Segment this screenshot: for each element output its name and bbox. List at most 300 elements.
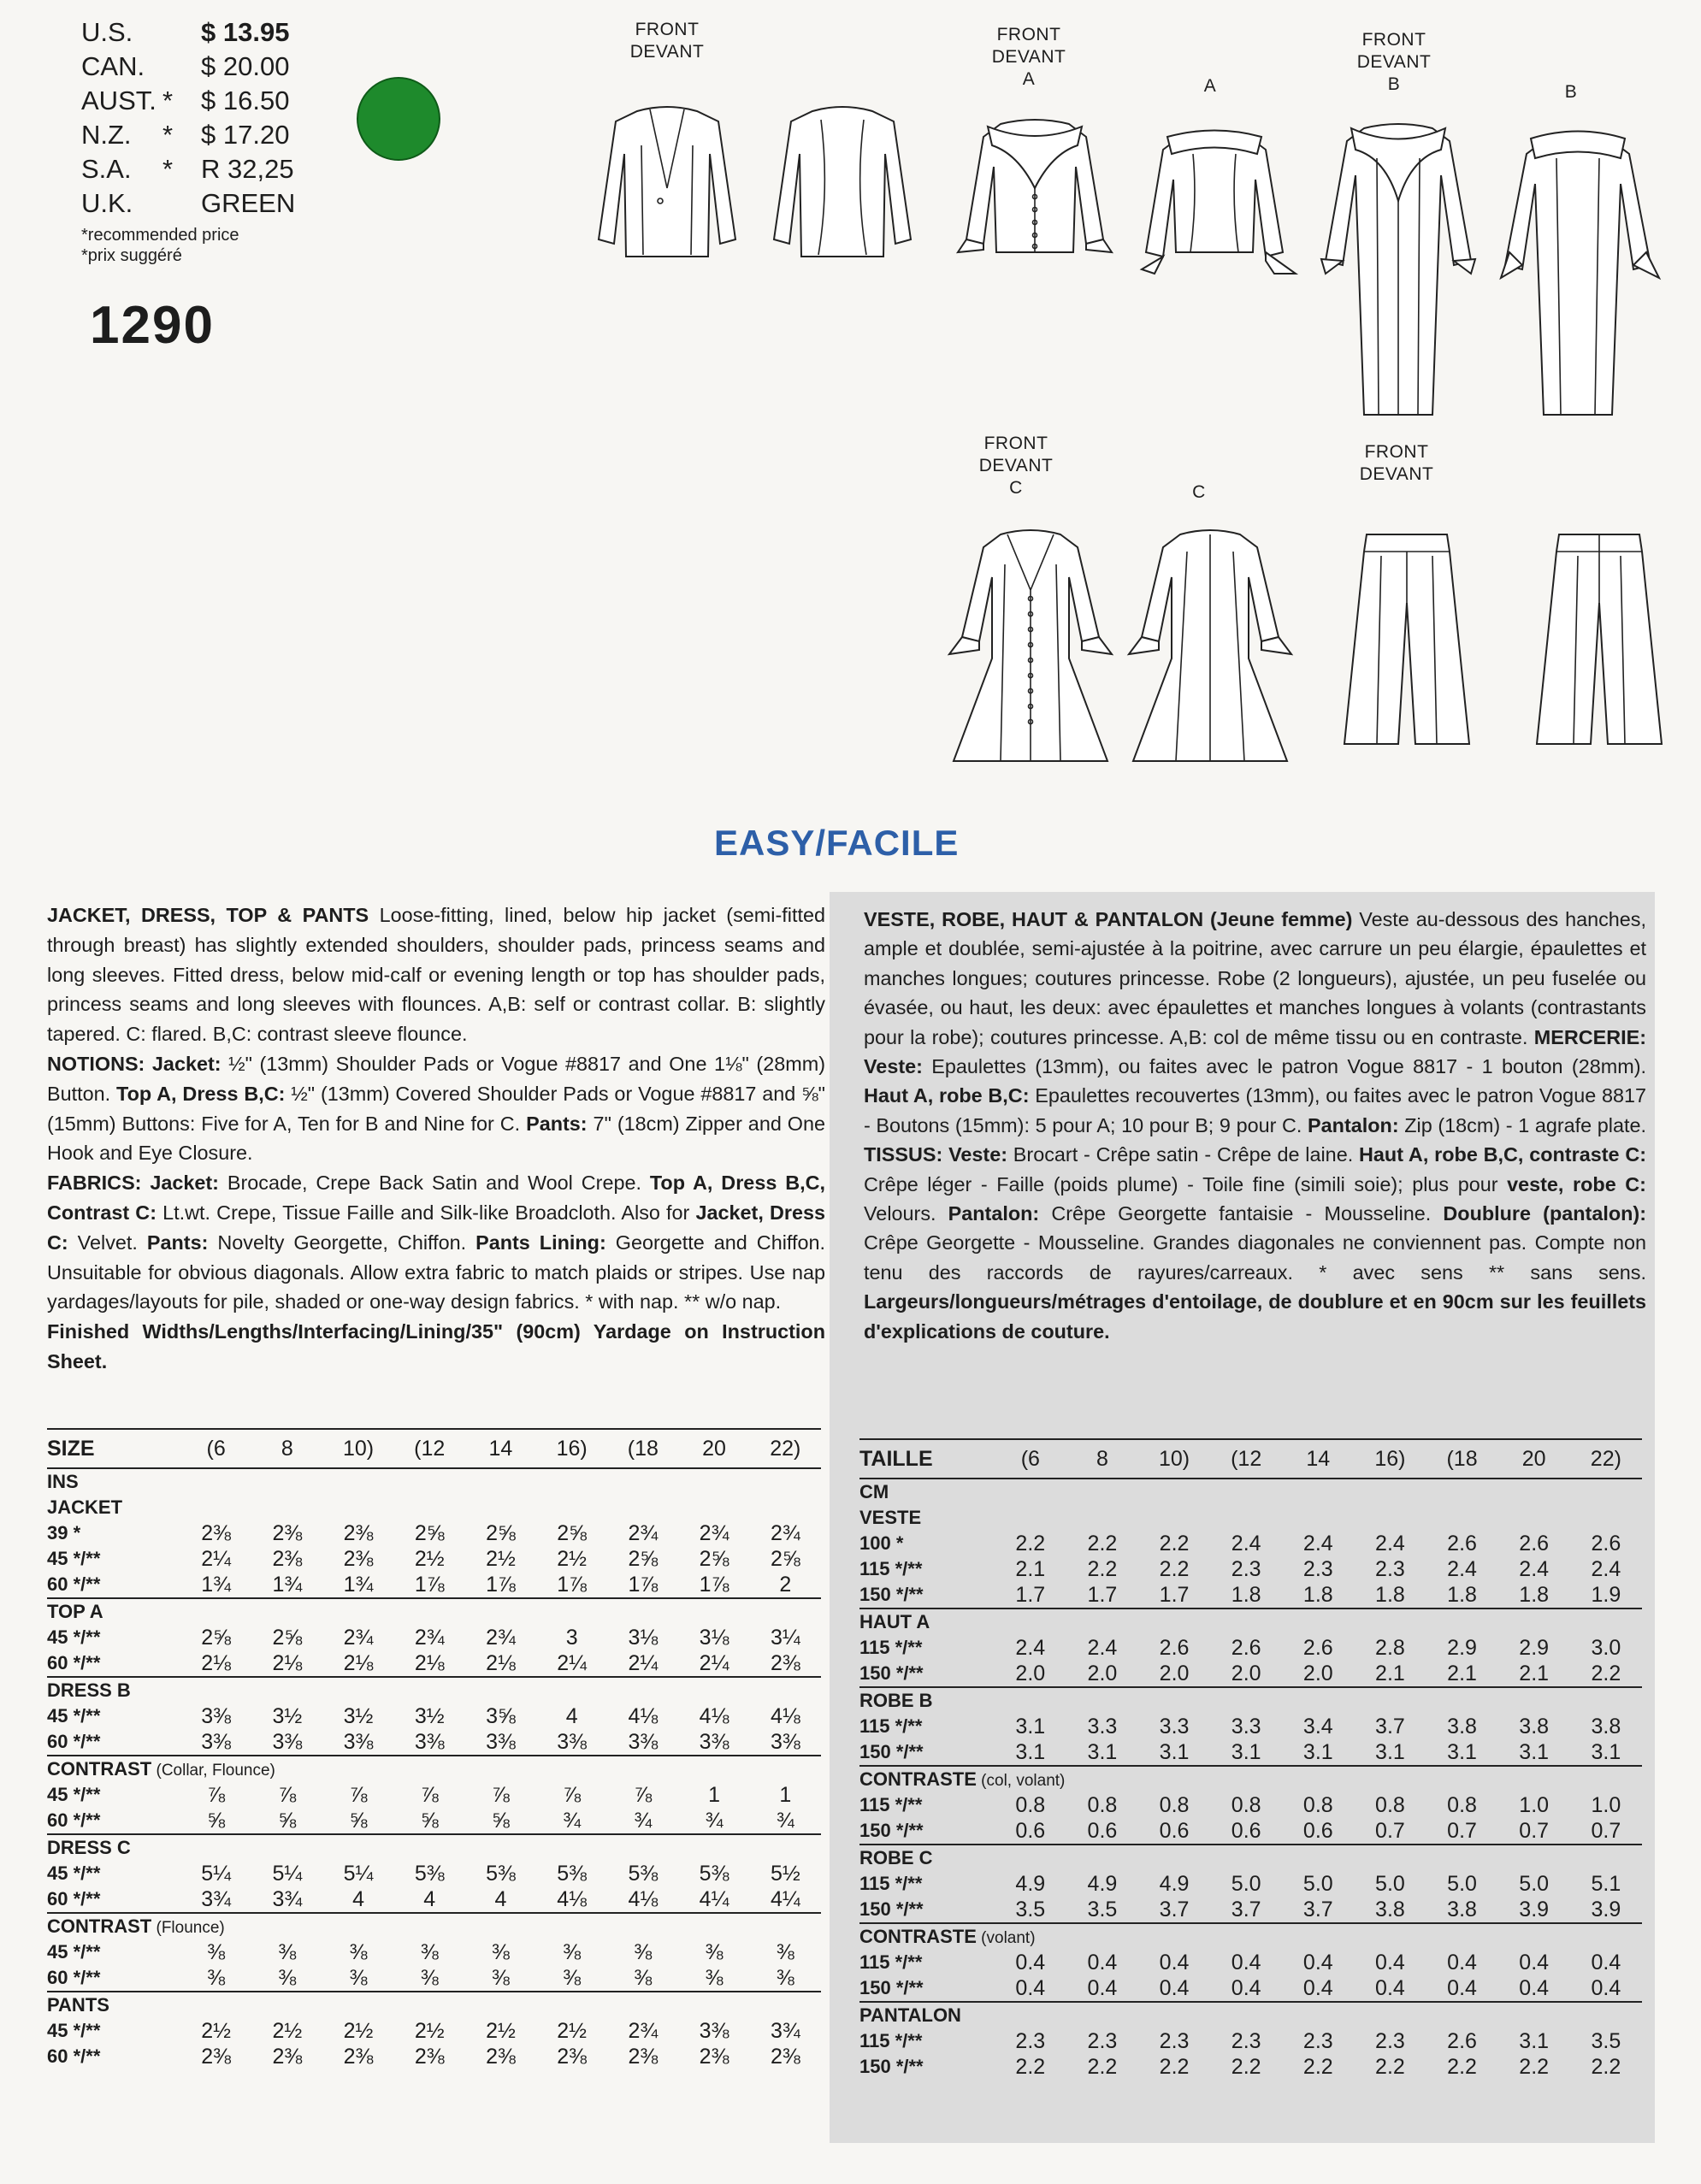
value-cell: 2.3 bbox=[1375, 2028, 1405, 2053]
value-cell: 2⅝ bbox=[272, 1625, 303, 1650]
table-row bbox=[859, 2028, 1642, 2054]
value-cell: 0.7 bbox=[1519, 1818, 1550, 1843]
value-cell: 0.8 bbox=[1302, 1792, 1333, 1817]
group-row bbox=[859, 1766, 1642, 1792]
value-cell: 4¼ bbox=[699, 1886, 729, 1911]
value-cell: 0.4 bbox=[1375, 1975, 1405, 2000]
table-row bbox=[859, 1818, 1642, 1845]
value-cell: 1.0 bbox=[1519, 1792, 1550, 1817]
group-label bbox=[859, 1608, 1642, 1635]
value-cell: 2.1 bbox=[1447, 1661, 1477, 1685]
value-cell: 2.2 bbox=[1302, 2054, 1333, 2079]
value-cell: 1.7 bbox=[1159, 1582, 1190, 1607]
value-cell: ⅞ bbox=[492, 1782, 510, 1807]
value-cell: 2¾ bbox=[628, 2018, 659, 2043]
value-cell: ⅜ bbox=[776, 1939, 794, 1964]
value-cell: 3.1 bbox=[1015, 1739, 1046, 1764]
group-name: CONTRASTE bbox=[859, 1926, 977, 1947]
value-cell: ⅜ bbox=[634, 1939, 653, 1964]
table-row bbox=[47, 1703, 821, 1729]
value-cell: ⅞ bbox=[563, 1782, 582, 1807]
fr-text-tissus-b: Crêpe léger - Faille (poids plume) - Toile fine (simili soie); plus pour bbox=[864, 1172, 1508, 1195]
value-cell: ⅜ bbox=[278, 1965, 297, 1990]
en-heading-fabrics-c: Jacket, Dress C: bbox=[47, 1201, 825, 1254]
group-row bbox=[859, 1923, 1642, 1950]
table-row bbox=[859, 1714, 1642, 1739]
value-cell: 2⅝ bbox=[486, 1520, 516, 1545]
group-name: JACKET bbox=[47, 1496, 123, 1518]
value-cell: 1.8 bbox=[1447, 1582, 1477, 1607]
easy-facile-title: EASY/FACILE bbox=[714, 823, 960, 863]
table-row bbox=[859, 1792, 1642, 1818]
value-cell: 0.7 bbox=[1447, 1818, 1477, 1843]
value-cell: ⅞ bbox=[349, 1782, 368, 1807]
value-cell: 2.1 bbox=[1519, 1661, 1550, 1685]
value-cell: 3¼ bbox=[770, 1625, 800, 1650]
value-cell: ⅝ bbox=[492, 1808, 510, 1833]
value-cell: 2.2 bbox=[1015, 1531, 1046, 1555]
value-cell: ⅜ bbox=[705, 1939, 724, 1964]
group-label bbox=[859, 1923, 1642, 1950]
value-cell: 0.4 bbox=[1519, 1950, 1550, 1974]
label-dress-b-back: B bbox=[1564, 82, 1578, 102]
price-value: R 32,25 bbox=[201, 154, 294, 184]
en-heading-notions-b: Top A, Dress B,C: bbox=[116, 1082, 286, 1105]
value-cell: 2⅜ bbox=[201, 1520, 232, 1545]
value-cell: ⅜ bbox=[349, 1939, 368, 1964]
value-cell: 2.3 bbox=[1231, 2028, 1261, 2053]
table-row bbox=[47, 1650, 821, 1677]
price-value: GREEN bbox=[201, 188, 296, 218]
fr-heading-mercerie-c: Pantalon: bbox=[1308, 1113, 1399, 1136]
pattern-number: 1290 bbox=[90, 296, 215, 355]
group-name: ROBE C bbox=[859, 1847, 933, 1868]
value-cell: 1.8 bbox=[1519, 1582, 1550, 1607]
value-cell: 2⅝ bbox=[201, 1625, 232, 1650]
value-cell: 3⅜ bbox=[486, 1729, 516, 1754]
value-cell: 3.1 bbox=[1519, 1739, 1550, 1764]
value-cell: 2.9 bbox=[1447, 1635, 1477, 1660]
value-cell: ⅞ bbox=[634, 1782, 653, 1807]
value-cell: 0.6 bbox=[1302, 1818, 1333, 1843]
table-row bbox=[859, 1739, 1642, 1766]
row-label: 100 * bbox=[859, 1532, 904, 1554]
value-cell: 0.7 bbox=[1375, 1818, 1405, 1843]
value-cell: 3.8 bbox=[1519, 1714, 1550, 1738]
value-cell: 5⅜ bbox=[628, 1861, 659, 1886]
group-label bbox=[859, 2002, 1642, 2028]
value-cell: 2¾ bbox=[699, 1520, 729, 1545]
value-cell: 0.8 bbox=[1087, 1792, 1118, 1817]
value-cell: 4 bbox=[423, 1886, 436, 1911]
size-header-cell: (12 bbox=[394, 1429, 465, 1468]
table-row bbox=[859, 1950, 1642, 1975]
row-label: 60 */** bbox=[47, 1967, 101, 1988]
fr-heading-mercerie: MERCERIE: Veste: bbox=[864, 1025, 1646, 1078]
en-finished-widths-note: Finished Widths/Lengths/Interfacing/Lining/35" (90cm) Yardage on Instruction Sheet. bbox=[47, 1320, 825, 1372]
table-row bbox=[859, 1556, 1642, 1582]
group-row bbox=[47, 1677, 821, 1703]
row-label: 45 */** bbox=[47, 1941, 101, 1963]
row-label: 60 */** bbox=[47, 1652, 101, 1673]
price-row bbox=[81, 17, 304, 51]
group-name: DRESS C bbox=[47, 1837, 131, 1858]
value-cell: 0.6 bbox=[1087, 1818, 1118, 1843]
row-label: 150 */** bbox=[859, 1584, 924, 1605]
price-row bbox=[81, 51, 304, 86]
fr-text-mercerie-c: Zip (18cm) - 1 agrafe plate. bbox=[1398, 1113, 1647, 1136]
value-cell: 2½ bbox=[557, 2018, 588, 2043]
value-cell: ⅜ bbox=[420, 1939, 439, 1964]
group-name: HAUT A bbox=[859, 1611, 930, 1632]
value-cell: 0.4 bbox=[1159, 1975, 1190, 2000]
fr-heading-mercerie-b: Haut A, robe B,C: bbox=[864, 1084, 1030, 1107]
unit-row bbox=[47, 1468, 821, 1495]
value-cell: 0.4 bbox=[1087, 1950, 1118, 1974]
value-cell: 5.0 bbox=[1519, 1871, 1550, 1896]
label-top-a-back: A bbox=[1203, 76, 1217, 96]
table-row bbox=[47, 1939, 821, 1965]
green-price-dot bbox=[357, 77, 440, 161]
value-cell: 3⅜ bbox=[414, 1729, 445, 1754]
value-cell: 2.2 bbox=[1591, 2054, 1621, 2079]
value-cell: 3¾ bbox=[770, 2018, 800, 2043]
group-label bbox=[47, 1834, 821, 1861]
group-label bbox=[47, 1598, 821, 1625]
en-text-fabrics: Brocade, Crepe Back Satin and Wool Crepe. bbox=[218, 1172, 650, 1195]
value-cell: 3⅛ bbox=[628, 1625, 659, 1650]
value-cell: 2⅜ bbox=[272, 1520, 303, 1545]
value-cell: 0.6 bbox=[1231, 1818, 1261, 1843]
value-cell: 4.9 bbox=[1015, 1871, 1046, 1896]
value-cell: 2⅝ bbox=[414, 1520, 445, 1545]
size-header-cell: (6 bbox=[180, 1429, 251, 1468]
price-row bbox=[81, 154, 304, 188]
row-label: 115 */** bbox=[859, 1558, 923, 1579]
value-cell: 2⅛ bbox=[272, 1650, 303, 1675]
en-heading-notions: NOTIONS: Jacket: bbox=[47, 1052, 221, 1075]
value-cell: 3.3 bbox=[1159, 1714, 1190, 1738]
value-cell: 4.9 bbox=[1159, 1871, 1190, 1896]
value-cell: ⅞ bbox=[420, 1782, 439, 1807]
group-row bbox=[859, 1845, 1642, 1871]
value-cell: 2.2 bbox=[1087, 1556, 1118, 1581]
size-header-cell: 16) bbox=[1354, 1439, 1426, 1479]
price-row bbox=[81, 188, 304, 222]
value-cell: 2¾ bbox=[486, 1625, 516, 1650]
row-label: 115 */** bbox=[859, 1715, 923, 1737]
fr-text-tissus: Brocart - Crêpe satin - Crêpe de laine. bbox=[1007, 1143, 1360, 1166]
group-row bbox=[47, 1756, 821, 1782]
value-cell: 5¼ bbox=[272, 1861, 303, 1886]
value-cell: 5¼ bbox=[343, 1861, 374, 1886]
row-label: 45 */** bbox=[47, 1548, 101, 1569]
table-row bbox=[859, 1975, 1642, 2002]
value-cell: 5⅜ bbox=[557, 1861, 588, 1886]
size-label: TAILLE bbox=[859, 1439, 995, 1479]
table-header-row bbox=[859, 1439, 1642, 1479]
row-label: 150 */** bbox=[859, 1741, 924, 1762]
value-cell: 3⅜ bbox=[699, 1729, 729, 1754]
table-header-row bbox=[47, 1429, 821, 1468]
row-label: 115 */** bbox=[859, 1637, 923, 1658]
en-heading-notions-c: Pants: bbox=[526, 1112, 588, 1135]
value-cell: 2.6 bbox=[1447, 2028, 1477, 2053]
value-cell: 2.2 bbox=[1231, 2054, 1261, 2079]
table-row bbox=[47, 1965, 821, 1992]
value-cell: 1 bbox=[779, 1782, 792, 1807]
table-row bbox=[47, 1886, 821, 1913]
price-value: $ 13.95 bbox=[201, 17, 290, 47]
fr-largeurs-note: Largeurs/longueurs/métrages d'entoilage, de doublure et en 90cm sur les feuillets d'explications de couture. bbox=[864, 1290, 1646, 1343]
value-cell: 3.1 bbox=[1087, 1739, 1118, 1764]
price-country: U.S. bbox=[81, 17, 133, 47]
row-label: 45 */** bbox=[47, 2020, 101, 2041]
value-cell: 2.0 bbox=[1159, 1661, 1190, 1685]
value-cell: 2¾ bbox=[414, 1625, 445, 1650]
row-label: 39 * bbox=[47, 1522, 81, 1544]
unit-row bbox=[859, 1479, 1642, 1505]
en-text-fabrics-b: Lt.wt. Crepe, Tissue Faille and Silk-like Broadcloth. Also for bbox=[157, 1201, 696, 1224]
label-dress-c-front: FRONT DEVANT C bbox=[978, 434, 1054, 498]
size-header-cell: (12 bbox=[1210, 1439, 1282, 1479]
group-name: ROBE B bbox=[859, 1690, 933, 1711]
value-cell: 3.1 bbox=[1519, 2028, 1550, 2053]
en-text-notions: ½" (13mm) Shoulder Pads or Vogue #8817 and One 1⅛" (28mm) Button. bbox=[47, 1052, 825, 1105]
value-cell: 4⅛ bbox=[628, 1886, 659, 1911]
value-cell: 2.4 bbox=[1087, 1635, 1118, 1660]
table-row bbox=[47, 1808, 821, 1834]
en-heading-main: JACKET, DRESS, TOP & PANTS bbox=[47, 904, 369, 926]
value-cell: 2.6 bbox=[1159, 1635, 1190, 1660]
group-name: VESTE bbox=[859, 1507, 922, 1528]
row-label: 115 */** bbox=[859, 1873, 923, 1894]
value-cell: 1.0 bbox=[1591, 1792, 1621, 1817]
value-cell: 2¾ bbox=[628, 1520, 659, 1545]
value-cell: 3⅜ bbox=[272, 1729, 303, 1754]
label-dress-b-front: FRONT DEVANT B bbox=[1356, 30, 1432, 94]
value-cell: ⅜ bbox=[563, 1939, 582, 1964]
value-cell: 3⅜ bbox=[628, 1729, 659, 1754]
value-cell: 5⅜ bbox=[414, 1861, 445, 1886]
fr-heading-tissus-b: Haut A, robe B,C, contraste C: bbox=[1359, 1143, 1647, 1166]
value-cell: 2.1 bbox=[1375, 1661, 1405, 1685]
size-header-cell: 14 bbox=[1282, 1439, 1354, 1479]
table-row bbox=[859, 1635, 1642, 1661]
value-cell: 2 bbox=[779, 1572, 792, 1597]
group-name: DRESS B bbox=[47, 1679, 131, 1701]
value-cell: 2¼ bbox=[628, 1650, 659, 1675]
value-cell: 2.2 bbox=[1519, 2054, 1550, 2079]
price-value: $ 17.20 bbox=[201, 120, 290, 150]
value-cell: 3¾ bbox=[272, 1886, 303, 1911]
value-cell: 2.1 bbox=[1015, 1556, 1046, 1581]
value-cell: 3.1 bbox=[1302, 1739, 1333, 1764]
value-cell: 3.7 bbox=[1375, 1714, 1405, 1738]
price-country: U.K. bbox=[81, 188, 133, 218]
table-row bbox=[859, 1871, 1642, 1897]
value-cell: 1.7 bbox=[1015, 1582, 1046, 1607]
group-row bbox=[47, 1598, 821, 1625]
value-cell: 2⅜ bbox=[770, 2044, 800, 2069]
jacket-front-illustration bbox=[590, 86, 744, 265]
value-cell: 3.0 bbox=[1591, 1635, 1621, 1660]
value-cell: 2.3 bbox=[1159, 2028, 1190, 2053]
price-star: * bbox=[162, 120, 174, 150]
value-cell: 1.9 bbox=[1591, 1582, 1621, 1607]
group-label bbox=[47, 1992, 821, 2018]
table-row bbox=[47, 1729, 821, 1756]
value-cell: 0.4 bbox=[1302, 1950, 1333, 1974]
value-cell: ⅜ bbox=[278, 1939, 297, 1964]
jacket-back-illustration bbox=[765, 86, 919, 265]
row-label: 150 */** bbox=[859, 1977, 924, 1998]
value-cell: 2.4 bbox=[1447, 1556, 1477, 1581]
size-header-cell: 8 bbox=[251, 1429, 322, 1468]
value-cell: 2½ bbox=[414, 2018, 445, 2043]
en-heading-fabrics-b: Top A, Dress B,C, Contrast C: bbox=[47, 1172, 826, 1224]
table-row bbox=[47, 1625, 821, 1650]
group-name: TOP A bbox=[47, 1601, 103, 1622]
value-cell: 2.2 bbox=[1087, 1531, 1118, 1555]
value-cell: 1⅞ bbox=[699, 1572, 729, 1597]
value-cell: ⅜ bbox=[349, 1965, 368, 1990]
group-label bbox=[47, 1495, 821, 1520]
value-cell: 1⅞ bbox=[557, 1572, 588, 1597]
value-cell: 2⅜ bbox=[770, 1650, 800, 1675]
group-name: CONTRASTE bbox=[859, 1768, 977, 1790]
fr-heading-tissus: TISSUS: Veste: bbox=[864, 1143, 1007, 1166]
value-cell: 2⅛ bbox=[201, 1650, 232, 1675]
value-cell: 3¾ bbox=[201, 1886, 232, 1911]
value-cell: 0.4 bbox=[1447, 1975, 1477, 2000]
value-cell: ⅜ bbox=[563, 1965, 582, 1990]
price-country: S.A. bbox=[81, 154, 132, 184]
value-cell: 1 bbox=[708, 1782, 720, 1807]
value-cell: 1⅞ bbox=[628, 1572, 659, 1597]
value-cell: 2⅜ bbox=[272, 1546, 303, 1571]
value-cell: 2.4 bbox=[1231, 1531, 1261, 1555]
price-value: $ 16.50 bbox=[201, 86, 290, 115]
value-cell: 2.4 bbox=[1591, 1556, 1621, 1581]
value-cell: ⅜ bbox=[705, 1965, 724, 1990]
table-row bbox=[47, 2044, 821, 2069]
value-cell: 2⅜ bbox=[343, 1546, 374, 1571]
fr-heading-tissus-e: Doublure (pantalon): bbox=[1443, 1202, 1646, 1225]
label-jacket-front: FRONT DEVANT bbox=[629, 20, 705, 62]
value-cell: 2⅜ bbox=[628, 2044, 659, 2069]
en-text-fabrics-e: Georgette and Chiffon. Unsuitable for obvious diagonals. Allow extra fabric to match plaids or stripes. Use nap yardages/layouts for pile, shaded or one-way design fabrics. * with nap. ** w/o nap. bbox=[47, 1231, 825, 1313]
group-row bbox=[859, 1608, 1642, 1635]
value-cell: 3.3 bbox=[1231, 1714, 1261, 1738]
group-name: PANTALON bbox=[859, 2004, 961, 2026]
value-cell: ⅜ bbox=[634, 1965, 653, 1990]
value-cell: 2.3 bbox=[1302, 1556, 1333, 1581]
fr-text-tissus-c: Velours. bbox=[864, 1202, 948, 1225]
value-cell: 2¼ bbox=[201, 1546, 232, 1571]
value-cell: 1.8 bbox=[1231, 1582, 1261, 1607]
value-cell: 4 bbox=[352, 1886, 364, 1911]
value-cell: ⅜ bbox=[207, 1965, 226, 1990]
value-cell: 2.0 bbox=[1302, 1661, 1333, 1685]
fr-text-tissus-e: Crêpe Georgette - Mousseline. Grandes diagonales ne conviennent pas. Compte non tenu des raccords de rayures/carreaux. * avec sens ** sans sens. bbox=[864, 1231, 1646, 1284]
value-cell: 5½ bbox=[770, 1861, 800, 1886]
value-cell: 3.8 bbox=[1375, 1897, 1405, 1921]
value-cell: ⅝ bbox=[278, 1808, 297, 1833]
value-cell: ⅞ bbox=[207, 1782, 226, 1807]
row-label: 60 */** bbox=[47, 1809, 101, 1831]
fr-text-mercerie-b: Epaulettes recouvertes (13mm), ou faites avec le patron Vogue 8817 - Boutons (15mm): 5 pour A; 10 pour B; 9 pour C. bbox=[864, 1084, 1646, 1136]
table-row bbox=[859, 1531, 1642, 1556]
value-cell: 0.4 bbox=[1591, 1950, 1621, 1974]
value-cell: 3.1 bbox=[1591, 1739, 1621, 1764]
pants-back-illustration bbox=[1535, 530, 1663, 753]
value-cell: 3.5 bbox=[1087, 1897, 1118, 1921]
value-cell: ⅜ bbox=[207, 1939, 226, 1964]
top-a-front-illustration bbox=[949, 103, 1120, 261]
value-cell: 0.4 bbox=[1015, 1950, 1046, 1974]
top-a-back-illustration bbox=[1129, 115, 1300, 274]
table-row bbox=[47, 1546, 821, 1572]
value-cell: 3⅜ bbox=[343, 1729, 374, 1754]
value-cell: ⅜ bbox=[492, 1939, 510, 1964]
value-cell: 5.0 bbox=[1302, 1871, 1333, 1896]
value-cell: 0.4 bbox=[1015, 1975, 1046, 2000]
row-label: 115 */** bbox=[859, 1951, 923, 1973]
value-cell: 0.6 bbox=[1159, 1818, 1190, 1843]
table-row bbox=[47, 2018, 821, 2044]
group-row bbox=[47, 1495, 821, 1520]
value-cell: ⅝ bbox=[207, 1808, 226, 1833]
value-cell: 0.8 bbox=[1231, 1792, 1261, 1817]
dress-c-front-illustration bbox=[949, 513, 1112, 770]
table-row bbox=[859, 1582, 1642, 1608]
dress-c-back-illustration bbox=[1129, 513, 1291, 770]
row-label: 115 */** bbox=[859, 1794, 923, 1815]
value-cell: 5.0 bbox=[1231, 1871, 1261, 1896]
prix-suggere-note: *prix suggéré bbox=[81, 246, 182, 265]
value-cell: 2.3 bbox=[1302, 2028, 1333, 2053]
value-cell: 2⅜ bbox=[272, 2044, 303, 2069]
value-cell: 5⅜ bbox=[486, 1861, 516, 1886]
size-header-cell: 20 bbox=[678, 1429, 749, 1468]
table-row bbox=[859, 1897, 1642, 1923]
value-cell: 5¼ bbox=[201, 1861, 232, 1886]
unit-label: CM bbox=[859, 1479, 1642, 1505]
value-cell: 2.6 bbox=[1302, 1635, 1333, 1660]
value-cell: 2.2 bbox=[1591, 1661, 1621, 1685]
value-cell: 2.0 bbox=[1231, 1661, 1261, 1685]
value-cell: 3⅜ bbox=[201, 1729, 232, 1754]
group-name: CONTRAST bbox=[47, 1915, 152, 1937]
value-cell: 2⅜ bbox=[414, 2044, 445, 2069]
fr-heading-main: VESTE, ROBE, HAUT & PANTALON (Jeune femme) bbox=[864, 908, 1353, 930]
value-cell: 2⅜ bbox=[486, 2044, 516, 2069]
table-row bbox=[47, 1572, 821, 1598]
en-text-fabrics-d: Novelty Georgette, Chiffon. bbox=[208, 1231, 476, 1254]
value-cell: ¾ bbox=[705, 1808, 724, 1833]
value-cell: 3.7 bbox=[1159, 1897, 1190, 1921]
value-cell: 2.6 bbox=[1231, 1635, 1261, 1660]
table-row bbox=[47, 1782, 821, 1808]
value-cell: 0.7 bbox=[1591, 1818, 1621, 1843]
value-cell: 3⅜ bbox=[201, 1703, 232, 1728]
size-header-cell: (6 bbox=[995, 1439, 1066, 1479]
value-cell: 3.9 bbox=[1519, 1897, 1550, 1921]
value-cell: 2⅝ bbox=[699, 1546, 729, 1571]
value-cell: 0.4 bbox=[1302, 1975, 1333, 2000]
value-cell: 2⅜ bbox=[699, 2044, 729, 2069]
